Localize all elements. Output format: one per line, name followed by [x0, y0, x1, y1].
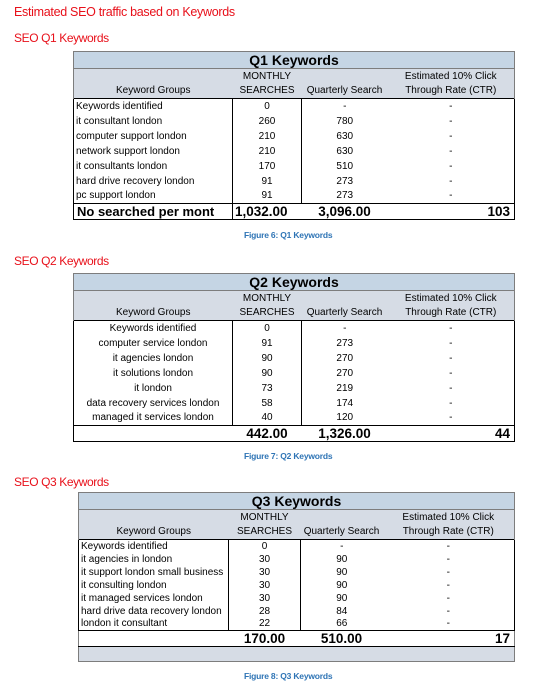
quarterly-search-cell: 630 [302, 144, 388, 159]
table-row [79, 579, 515, 592]
keyword-cell: pc support london [74, 189, 233, 204]
header-quarterly: Quarterly Search [301, 525, 383, 540]
monthly-searches-cell: 0 [233, 321, 302, 336]
ctr-cell: - [388, 144, 515, 159]
keyword-cell: hard drive recovery london [74, 174, 233, 189]
total-ctr: 17 [383, 631, 515, 647]
ctr-cell: - [388, 321, 515, 336]
ctr-cell: - [388, 396, 515, 411]
ctr-cell: - [383, 579, 515, 592]
monthly-searches-cell: 58 [233, 396, 302, 411]
monthly-searches-cell: 22 [229, 618, 301, 631]
keyword-cell: it managed services london [79, 592, 229, 605]
monthly-searches-cell: 210 [233, 144, 302, 159]
table-row [74, 366, 515, 381]
ctr-cell: - [388, 366, 515, 381]
monthly-searches-cell: 40 [233, 411, 302, 426]
monthly-searches-cell: 30 [229, 579, 301, 592]
quarterly-search-cell: 270 [302, 366, 388, 381]
ctr-cell: - [388, 114, 515, 129]
ctr-cell: - [388, 336, 515, 351]
header-ctr-2: Through Rate (CTR) [383, 525, 515, 540]
header-keyword-groups: Keyword Groups [74, 306, 233, 321]
header-monthly: MONTHLY [229, 510, 301, 525]
quarterly-search-cell: - [302, 321, 388, 336]
header-keyword-groups: Keyword Groups [74, 84, 233, 99]
keyword-cell: it support london small business [79, 566, 229, 579]
total-monthly: 170.00 [229, 631, 301, 647]
monthly-searches-cell: 260 [233, 114, 302, 129]
monthly-searches-cell: 91 [233, 336, 302, 351]
ctr-cell: - [388, 99, 515, 114]
quarterly-search-cell: - [301, 540, 383, 553]
quarterly-search-cell: 219 [302, 381, 388, 396]
quarterly-search-cell: 273 [302, 174, 388, 189]
table-row [74, 351, 515, 366]
table-row [74, 114, 515, 129]
table-row [74, 129, 515, 144]
figure-caption-q1: Figure 6: Q1 Keywords [244, 230, 333, 240]
quarterly-search-cell: 630 [302, 129, 388, 144]
quarterly-search-cell: 120 [302, 411, 388, 426]
header-monthly: MONTHLY [233, 69, 302, 84]
quarterly-search-cell: 90 [301, 566, 383, 579]
table-row [79, 592, 515, 605]
table-row [79, 540, 515, 553]
section-title-q2: SEO Q2 Keywords [14, 254, 109, 268]
keywords-table-q3 [78, 492, 515, 662]
ctr-cell: - [383, 553, 515, 566]
section-title-q1: SEO Q1 Keywords [14, 31, 109, 45]
table-row [79, 553, 515, 566]
table-title: Q1 Keywords [74, 52, 515, 69]
quarterly-search-cell: 66 [301, 618, 383, 631]
keyword-cell: it consulting london [79, 579, 229, 592]
ctr-cell: - [383, 592, 515, 605]
ctr-cell: - [383, 605, 515, 618]
quarterly-search-cell: 84 [301, 605, 383, 618]
ctr-cell: - [388, 351, 515, 366]
quarterly-search-cell: 780 [302, 114, 388, 129]
total-quarterly: 1,326.00 [302, 426, 388, 442]
monthly-searches-cell: 0 [229, 540, 301, 553]
monthly-searches-cell: 0 [233, 99, 302, 114]
monthly-searches-cell: 73 [233, 381, 302, 396]
total-monthly: 442.00 [233, 426, 302, 442]
table-row [74, 396, 515, 411]
ctr-cell: - [388, 129, 515, 144]
table-title: Q2 Keywords [74, 274, 515, 291]
keyword-cell: it solutions london [74, 366, 233, 381]
table-title: Q3 Keywords [79, 493, 515, 510]
quarterly-search-cell: 273 [302, 336, 388, 351]
keyword-cell: it london [74, 381, 233, 396]
header-monthly: MONTHLY [233, 291, 302, 306]
table-row [74, 411, 515, 426]
monthly-searches-cell: 30 [229, 553, 301, 566]
monthly-searches-cell: 30 [229, 566, 301, 579]
figure-caption-q2: Figure 7: Q2 Keywords [244, 451, 333, 461]
header-keyword-groups: Keyword Groups [79, 525, 229, 540]
keyword-cell: network support london [74, 144, 233, 159]
keyword-cell: london it consultant [79, 618, 229, 631]
table-row [79, 566, 515, 579]
header-ctr: Estimated 10% Click [388, 291, 515, 306]
header-ctr: Estimated 10% Click [383, 510, 515, 525]
keyword-cell: it consultant london [74, 114, 233, 129]
ctr-cell: - [383, 618, 515, 631]
ctr-cell: - [388, 189, 515, 204]
header-ctr-2: Through Rate (CTR) [388, 84, 515, 99]
quarterly-search-cell: 90 [301, 592, 383, 605]
table-row [79, 618, 515, 631]
ctr-cell: - [383, 540, 515, 553]
keyword-cell: hard drive data recovery london [79, 605, 229, 618]
monthly-searches-cell: 170 [233, 159, 302, 174]
keyword-cell: Keywords identified [74, 99, 233, 114]
header-searches: SEARCHES [233, 84, 302, 99]
table-row [74, 336, 515, 351]
keyword-cell: it agencies in london [79, 553, 229, 566]
table-row [74, 159, 515, 174]
header-ctr-2: Through Rate (CTR) [388, 306, 515, 321]
keyword-cell: data recovery services london [74, 396, 233, 411]
total-quarterly: 510.00 [301, 631, 383, 647]
table-row [74, 321, 515, 336]
quarterly-search-cell: 90 [301, 553, 383, 566]
ctr-cell: - [388, 159, 515, 174]
ctr-cell: - [388, 174, 515, 189]
keyword-cell: computer service london [74, 336, 233, 351]
keyword-cell: Keywords identified [79, 540, 229, 553]
quarterly-search-cell: 174 [302, 396, 388, 411]
quarterly-search-cell: 90 [301, 579, 383, 592]
header-quarterly: Quarterly Search [302, 84, 388, 99]
header-quarterly: Quarterly Search [302, 306, 388, 321]
figure-caption-q3: Figure 8: Q3 Keywords [244, 671, 333, 681]
quarterly-search-cell: 273 [302, 189, 388, 204]
quarterly-search-cell: 270 [302, 351, 388, 366]
keyword-cell: it consultants london [74, 159, 233, 174]
keyword-cell: it agencies london [74, 351, 233, 366]
keyword-cell: computer support london [74, 129, 233, 144]
table-row [74, 99, 515, 114]
document-title: Estimated SEO traffic based on Keywords [14, 5, 235, 19]
monthly-searches-cell: 90 [233, 351, 302, 366]
quarterly-search-cell: 510 [302, 159, 388, 174]
table-row [74, 174, 515, 189]
table-row [74, 381, 515, 396]
monthly-searches-cell: 210 [233, 129, 302, 144]
table-row [74, 189, 515, 204]
header-searches: SEARCHES [229, 525, 301, 540]
table-row [74, 144, 515, 159]
monthly-searches-cell: 91 [233, 174, 302, 189]
header-ctr: Estimated 10% Click [388, 69, 515, 84]
total-monthly: 1,032.00 [233, 204, 302, 220]
total-ctr: 44 [388, 426, 515, 442]
header-searches: SEARCHES [233, 306, 302, 321]
quarterly-search-cell: - [302, 99, 388, 114]
monthly-searches-cell: 91 [233, 189, 302, 204]
ctr-cell: - [383, 566, 515, 579]
total-quarterly: 3,096.00 [302, 204, 388, 220]
keywords-table-q1 [73, 51, 515, 220]
table-footer-row [79, 647, 515, 662]
table-row [79, 605, 515, 618]
ctr-cell: - [388, 381, 515, 396]
keyword-cell: managed it services london [74, 411, 233, 426]
monthly-searches-cell: 90 [233, 366, 302, 381]
keywords-table-q2 [73, 273, 515, 442]
total-label: No searched per mont [74, 204, 233, 220]
keyword-cell: Keywords identified [74, 321, 233, 336]
monthly-searches-cell: 28 [229, 605, 301, 618]
ctr-cell: - [388, 411, 515, 426]
total-ctr: 103 [388, 204, 515, 220]
section-title-q3: SEO Q3 Keywords [14, 475, 109, 489]
monthly-searches-cell: 30 [229, 592, 301, 605]
